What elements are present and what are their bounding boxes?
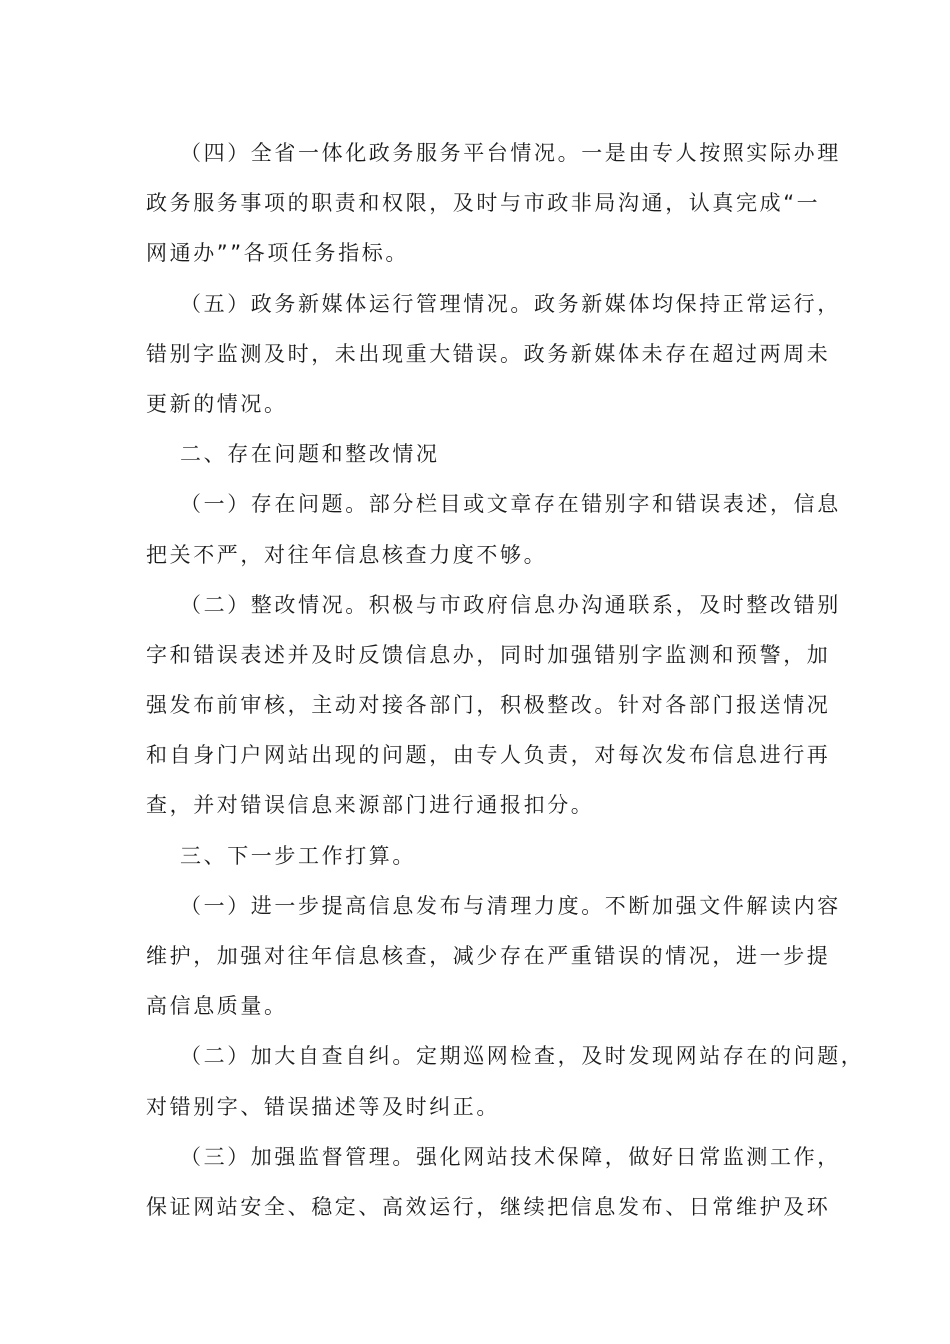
section-heading: 二、存在问题和整改情况 [180,442,440,467]
text-line: 政务服务事项的职责和权限，及时与市政非局沟通，认真完成“一 [146,191,821,216]
text-line: 强发布前审核，主动对接各部门，积极整改。针对各部门报送情况 [146,693,831,718]
text-line: （五）政务新媒体运行管理情况。政务新媒体均保持正常运行， [180,291,841,316]
text-line: （三）加强监督管理。强化网站技术保障，做好日常监测工作， [180,1144,841,1169]
text-line: 网通办””各项任务指标。 [146,241,409,266]
text-line: 保证网站安全、稳定、高效运行，继续把信息发布、日常维护及环 [146,1194,831,1219]
text-line: 和自身门户网站出现的问题，由专人负责，对每次发布信息进行再 [146,743,831,768]
text-line: 高信息质量。 [146,994,288,1019]
section-heading: 三、下一步工作打算。 [180,843,416,868]
text-line: 对错别字、错误描述等及时纠正。 [146,1094,500,1119]
text-line: 查，并对错误信息来源部门进行通报扣分。 [146,793,595,818]
text-line: 维护，加强对往年信息核查，减少存在严重错误的情况，进一步提 [146,944,831,968]
text-line: 更新的情况。 [146,391,288,416]
text-line: 把关不严，对往年信息核查力度不够。 [146,542,548,567]
text-line: 错别字监测及时，未出现重大错误。政务新媒体未存在超过两周未 [146,341,831,366]
text-line: 字和错误表述并及时反馈信息办，同时加强错别字监测和预警，加 [146,642,831,667]
text-line: （一）存在问题。部分栏目或文章存在错别字和错误表述，信息 [180,492,841,517]
text-line: （二）加大自查自纠。定期巡网检查，及时发现网站存在的问题， [180,1044,865,1069]
text-line: （一）进一步提高信息发布与清理力度。不断加强文件解读内容 [180,893,841,918]
text-line: （二）整改情况。积极与市政府信息办沟通联系，及时整改错别 [180,592,841,617]
text-line: （四）全省一体化政务服务平台情况。一是由专人按照实际办理 [180,141,841,165]
